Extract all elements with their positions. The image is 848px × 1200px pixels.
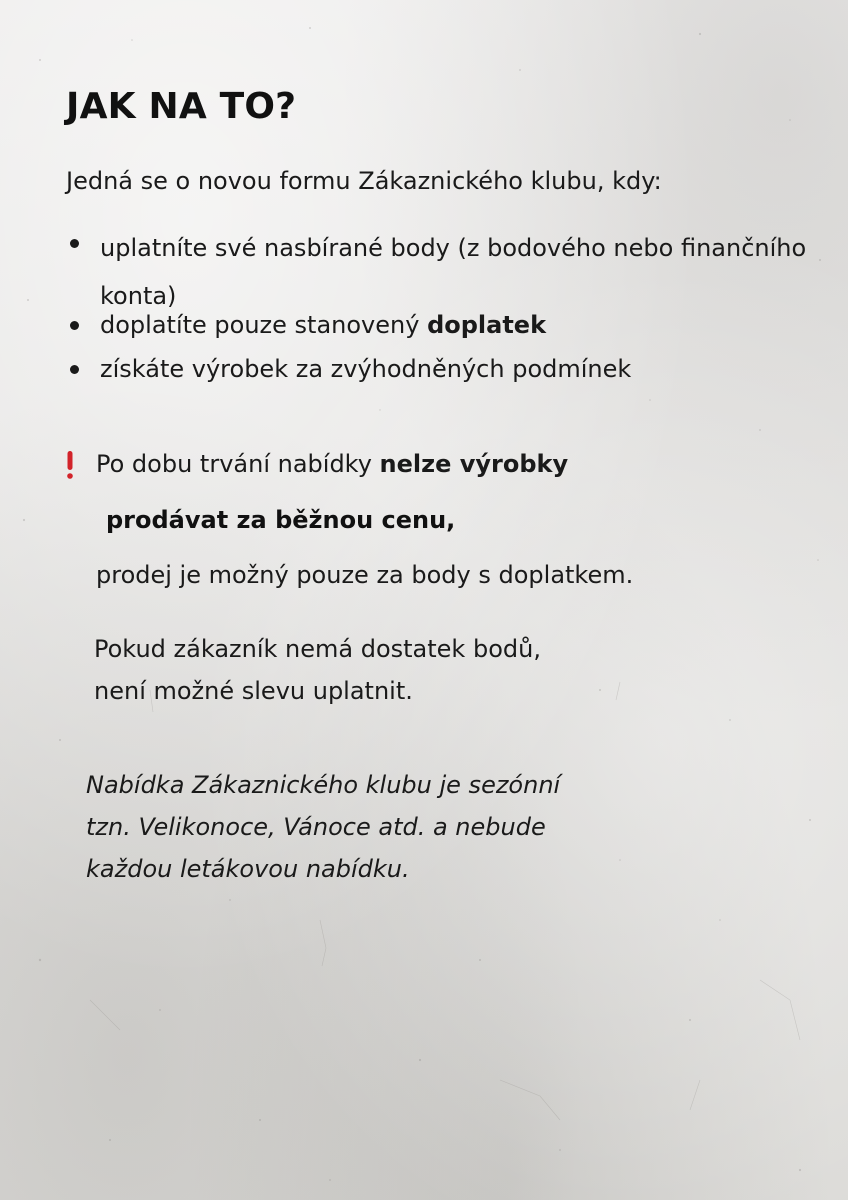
season-line: každou letákovou nabídku. (86, 855, 410, 883)
list-item-text: doplatíte pouze stanovený doplatek (100, 311, 547, 339)
bullet-icon (70, 365, 79, 374)
warning-line-3: prodej je možný pouze za body s doplatkem. (96, 561, 634, 589)
warning-line-1: Po dobu trvání nabídky nelze výrobky (96, 450, 569, 478)
list-item-text: získáte výrobek za zvýhodněných podmínek (100, 355, 632, 383)
bullet-icon (70, 239, 79, 248)
bullet-icon (70, 321, 79, 330)
emphasis-text: doplatek (427, 311, 547, 339)
exclamation-icon (66, 450, 74, 480)
seasonal-note (86, 764, 560, 890)
note-line: není možné slevu uplatnit. (94, 677, 413, 705)
intro-text: Jedná se o novou formu Zákaznického klubu, kdy: (66, 167, 662, 195)
note-line: Pokud zákazník nemá dostatek bodů, (94, 635, 541, 663)
points-note (94, 628, 541, 712)
list-item-text: uplatníte své nasbírané body (z bodového nebo finančního konta) (100, 234, 807, 310)
warning-emphasis: nelze výrobky (379, 450, 569, 478)
page-title: JAK NA TO? (66, 86, 297, 127)
season-line: tzn. Velikonoce, Vánoce atd. a nebude (86, 813, 546, 841)
warning-line-2: prodávat za běžnou cenu, (106, 506, 456, 534)
season-line: Nabídka Zákaznického klubu je sezónní (86, 771, 561, 799)
